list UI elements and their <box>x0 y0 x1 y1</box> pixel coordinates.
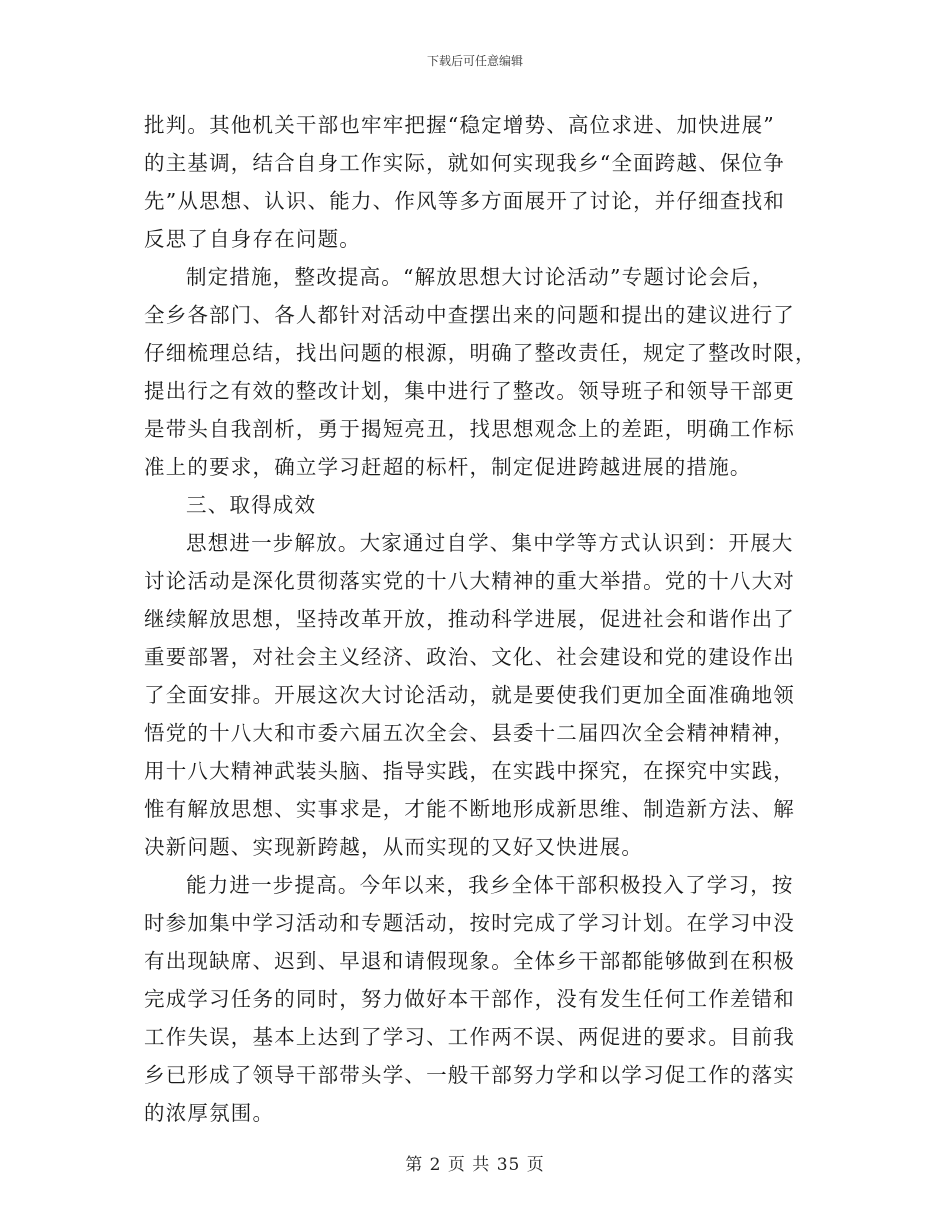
text-line: 时参加集中学习活动和专题活动，按时完成了学习计划。在学习中没 <box>144 911 795 935</box>
page-header <box>0 53 950 69</box>
text-line: 全乡各部门、各人都针对活动中查摆出来的问题和提出的建议进行了 <box>144 303 795 327</box>
text-line: 提出行之有效的整改计划，集中进行了整改。领导班子和领导干部更 <box>144 379 795 403</box>
paragraph-continuation <box>144 106 804 258</box>
text-line: 能力进一步提高。今年以来，我乡全体干部积极投入了学习，按 <box>186 873 794 897</box>
text-line: 悟党的十八大和市委六届五次全会、县委十二届四次全会精神精神， <box>144 721 795 745</box>
section-heading-text: 三、取得成效 <box>186 493 317 517</box>
text-line: 重要部署，对社会主义经济、政治、文化、社会建设和党的建设作出 <box>144 645 795 669</box>
text-line: 有出现缺席、迟到、早退和请假现象。全体乡干部都能够做到在积极 <box>144 949 795 973</box>
text-line: 的主基调，结合自身工作实际，就如何实现我乡“全面跨越、保位争 <box>144 151 785 175</box>
text-line: 惟有解放思想、实事求是，才能不断地形成新思维、制造新方法、解 <box>144 797 795 821</box>
page-number: 第 2 页 共 35 页 <box>405 1155 545 1175</box>
document-body <box>144 106 817 1132</box>
text-line: 仔细梳理总结，找出问题的根源，明确了整改责任，规定了整改时限， <box>144 341 817 365</box>
text-line: 继续解放思想，坚持改革开放，推动科学进展，促进社会和谐作出了 <box>144 607 795 631</box>
text-line: 讨论活动是深化贯彻落实党的十八大精神的重大举措。党的十八大对 <box>144 569 795 593</box>
text-line: 完成学习任务的同时，努力做好本干部作，没有发生任何工作差错和 <box>144 987 795 1011</box>
text-line: 了全面安排。开展这次大讨论活动，就是要使我们更加全面准确地领 <box>144 683 795 707</box>
paragraph-thought <box>144 524 804 866</box>
text-line: 是带头自我剖析，勇于揭短亮丑，找思想观念上的差距，明确工作标 <box>144 417 795 441</box>
text-line: 的浓厚氛围。 <box>144 1101 275 1125</box>
page-footer <box>0 1154 950 1176</box>
paragraph-measures <box>144 258 817 486</box>
text-line: 工作失误，基本上达到了学习、工作两不误、两促进的要求。目前我 <box>144 1025 795 1049</box>
text-line: 用十八大精神武装头脑、指导实践，在实践中探究，在探究中实践， <box>144 759 795 783</box>
text-line: 先”从思想、认识、能力、作风等多方面展开了讨论，并仔细查找和 <box>144 189 785 213</box>
text-line: 准上的要求，确立学习赶超的标杆，制定促进跨越进展的措施。 <box>144 455 752 479</box>
text-line: 乡已形成了领导干部带头学、一般干部努力学和以学习促工作的落实 <box>144 1063 795 1087</box>
section-heading <box>144 486 804 524</box>
paragraph-ability <box>144 866 804 1132</box>
text-line: 思想进一步解放。大家通过自学、集中学等方式认识到：开展大 <box>186 531 794 555</box>
text-line: 批判。其他机关干部也牢牢把握“稳定增势、高位求进、加快进展” <box>144 113 775 137</box>
text-line: 决新问题、实现新跨越，从而实现的又好又快进展。 <box>144 835 644 859</box>
text-line: 制定措施，整改提高。“解放思想大讨论活动”专题讨论会后， <box>186 265 774 289</box>
text-line: 反思了自身存在问题。 <box>144 227 361 251</box>
header-note: 下载后可任意编辑 <box>426 54 523 68</box>
